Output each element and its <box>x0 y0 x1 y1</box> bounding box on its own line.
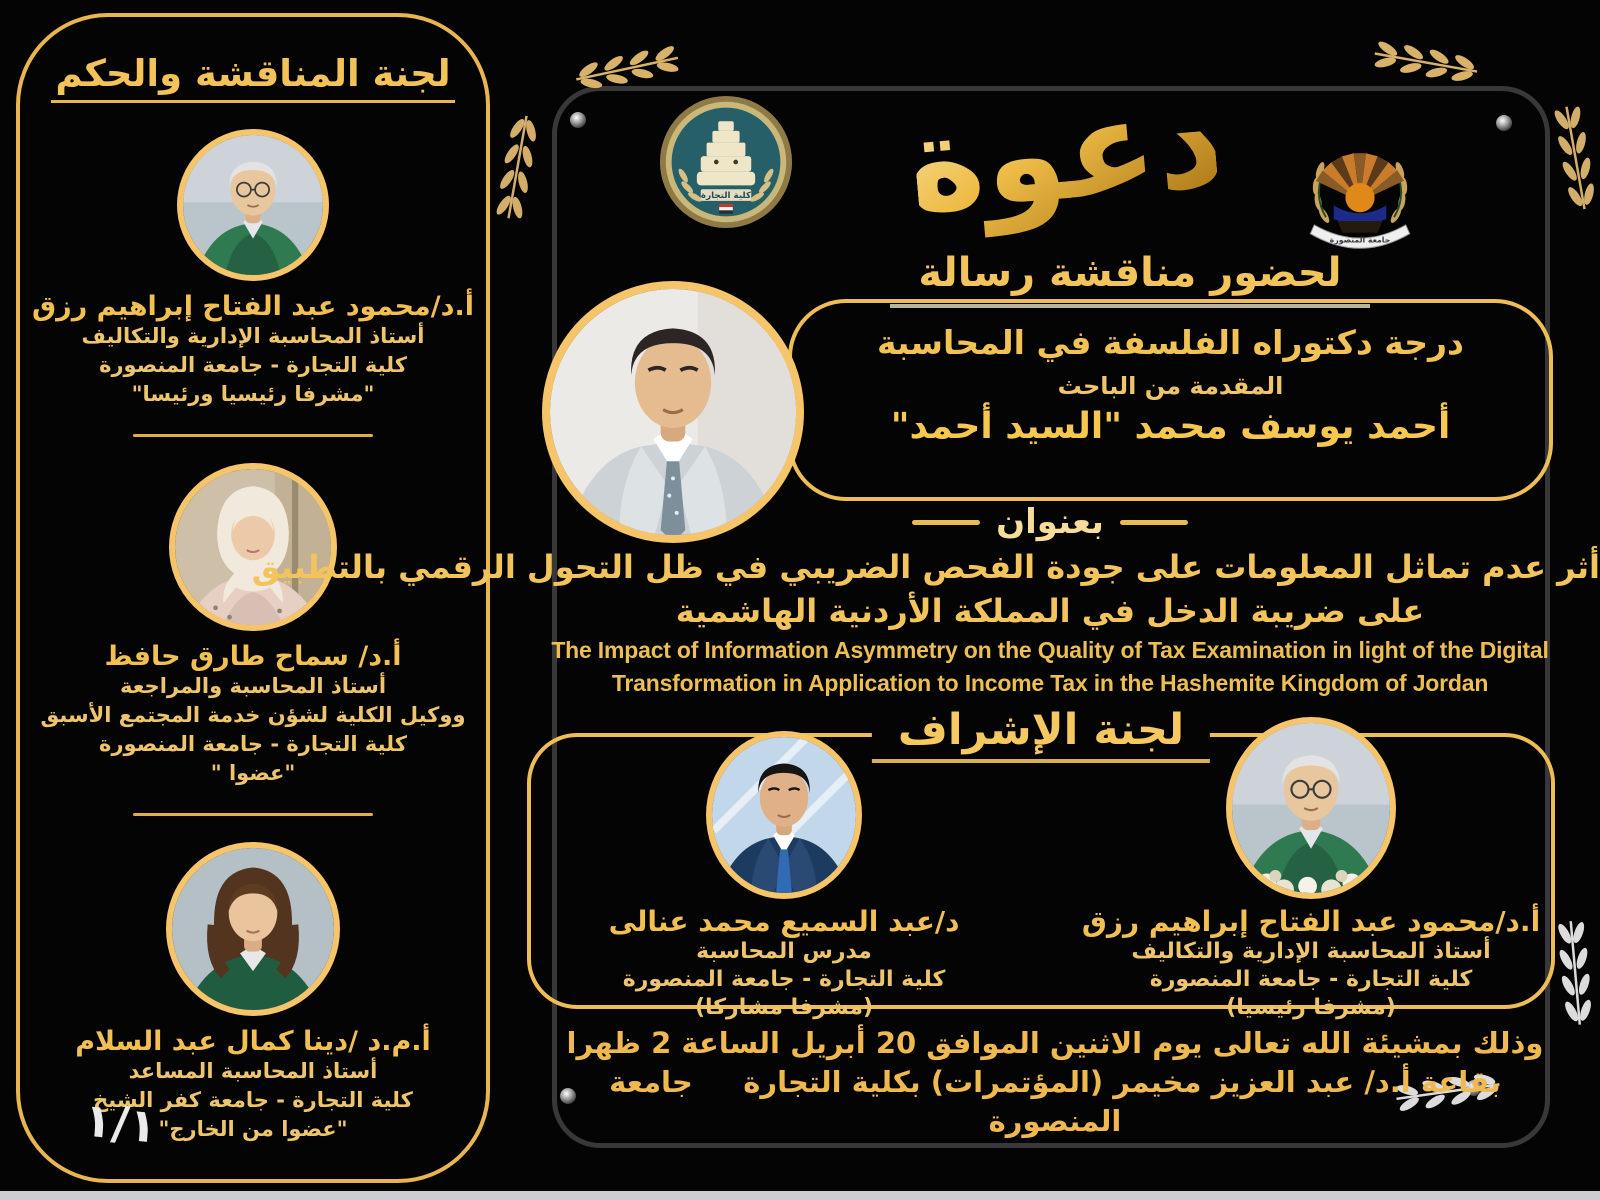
supervisor-co-title: مدرس المحاسبة <box>696 939 872 964</box>
committee-member-2-affiliation: كلية التجارة - جامعة المنصورة <box>99 731 407 756</box>
supervisor-co-photo <box>706 731 862 899</box>
event-datetime-venue <box>550 1024 1560 1141</box>
faculty-of-commerce-logo <box>658 94 794 230</box>
supervisor-main-role: (مشرفا رئيسيا) <box>1226 995 1396 1020</box>
supervisor-main-affiliation: كلية التجارة - جامعة المنصورة <box>1149 967 1473 992</box>
event-datetime-line: وذلك بمشيئة الله تعالى يوم الاثنين الموافق 20 أبريل الساعة 2 ظهرا <box>566 1026 1544 1060</box>
invitation-calligraphy: دعوة <box>907 45 1222 260</box>
page-number-mark: ١/١ <box>81 1092 160 1154</box>
researcher-photo <box>542 281 804 543</box>
supervision-committee-panel <box>527 705 1555 1020</box>
degree-line: درجة دكتوراه الفلسفة في المحاسبة <box>877 323 1464 362</box>
committee-member-3-title: أستاذ المحاسبة المساعد <box>128 1058 378 1083</box>
committee-member-2 <box>41 463 466 788</box>
faculty-logo-text: كلية التجارة <box>700 190 752 201</box>
committee-member-3-photo <box>166 842 340 1016</box>
screw-icon <box>1496 115 1512 131</box>
committee-member-1-title: أستاذ المحاسبة الإدارية والتكاليف <box>81 323 425 348</box>
supervisor-co-name: د/عبد السميع محمد عنالى <box>608 905 960 938</box>
degree-box <box>788 299 1553 501</box>
presented-by-line: المقدمة من الباحث <box>1057 372 1284 400</box>
event-venue-line: بقاعة أ.د/ عبد العزيز مخيمر (المؤتمرات) بكلية التجارة جامعة المنصورة <box>609 1065 1501 1138</box>
supervisor-main-photo <box>1226 717 1396 899</box>
committee-member-2-title: أستاذ المحاسبة والمراجعة <box>119 673 387 698</box>
university-logo-text: جامعة المنصورة <box>1329 235 1391 245</box>
dash <box>1120 520 1188 525</box>
supervisor-co-affiliation: كلية التجارة - جامعة المنصورة <box>622 967 946 992</box>
thesis-title-arabic <box>251 545 1600 633</box>
discussion-committee-panel <box>16 13 490 1183</box>
wheat-sprig-icon <box>488 112 546 227</box>
committee-member-2-role: "عضوا " <box>210 760 296 785</box>
wheat-sprig-icon <box>1550 913 1599 1026</box>
thesis-title-english-line2: Transformation in Application to Income Tax in the Hashemite Kingdom of Jordan <box>611 670 1489 696</box>
thesis-title-arabic-line1: أثر عدم تماثل المعلومات على جودة الفحص الضريبي في ظل التحول الرقمي بالتطبيق <box>251 548 1600 586</box>
dash <box>912 520 980 525</box>
wheat-sprig-icon <box>1546 97 1600 212</box>
bottom-edge-strip <box>0 1191 1600 1200</box>
committee-member-1 <box>32 129 474 409</box>
committee-member-2-title2: ووكيل الكلية لشؤن خدمة المجتمع الأسبق <box>40 702 466 727</box>
thesis-title-english-line1: The Impact of Information Asymmetry on the Quality of Tax Examination in light of the Digital <box>551 637 1549 663</box>
committee-member-1-role: "مشرفا رئيسيا ورئيسا" <box>131 381 375 406</box>
supervisor-main-title: أستاذ المحاسبة الإدارية والتكاليف <box>1131 939 1491 964</box>
divider <box>133 434 373 437</box>
screw-icon <box>570 112 586 128</box>
researcher-name: أحمد يوسف محمد "السيد أحمد" <box>890 406 1451 447</box>
committee-member-1-affiliation: كلية التجارة - جامعة المنصورة <box>99 352 407 377</box>
supervisor-main-name: أ.د/محمود عبد الفتاح إبراهيم رزق <box>1081 905 1541 938</box>
thesis-title-arabic-line2: على ضريبة الدخل في المملكة الأردنية الهاشمية <box>675 592 1425 630</box>
wheat-sprig-icon <box>1365 33 1480 91</box>
supervisor-co <box>564 731 1004 1022</box>
discussion-committee-title: لجنة المناقشة والحكم <box>51 52 454 103</box>
thesis-title-english <box>500 634 1600 700</box>
committee-member-3-name: أ.م.د /دينا كمال عبد السلام <box>75 1025 431 1057</box>
supervision-committee-title: لجنة الإشراف <box>872 705 1210 763</box>
committee-member-3-affiliation: كلية التجارة - جامعة كفر الشيخ <box>93 1087 413 1112</box>
supervisor-co-role: (مشرفا مشاركا) <box>694 995 874 1020</box>
titled-label: بعنوان <box>996 502 1104 542</box>
committee-member-1-photo <box>177 129 329 281</box>
attend-defense-heading: لحضور مناقشة رسالة <box>890 250 1370 308</box>
divider <box>133 813 373 816</box>
committee-member-1-name: أ.د/محمود عبد الفتاح إبراهيم رزق <box>32 290 474 322</box>
committee-member-2-name: أ.د/ سماح طارق حافظ <box>104 640 402 672</box>
committee-member-3-role: "عضوا من الخارج" <box>158 1116 348 1141</box>
supervisor-main <box>1076 717 1546 1022</box>
mansoura-university-logo <box>1287 112 1433 258</box>
